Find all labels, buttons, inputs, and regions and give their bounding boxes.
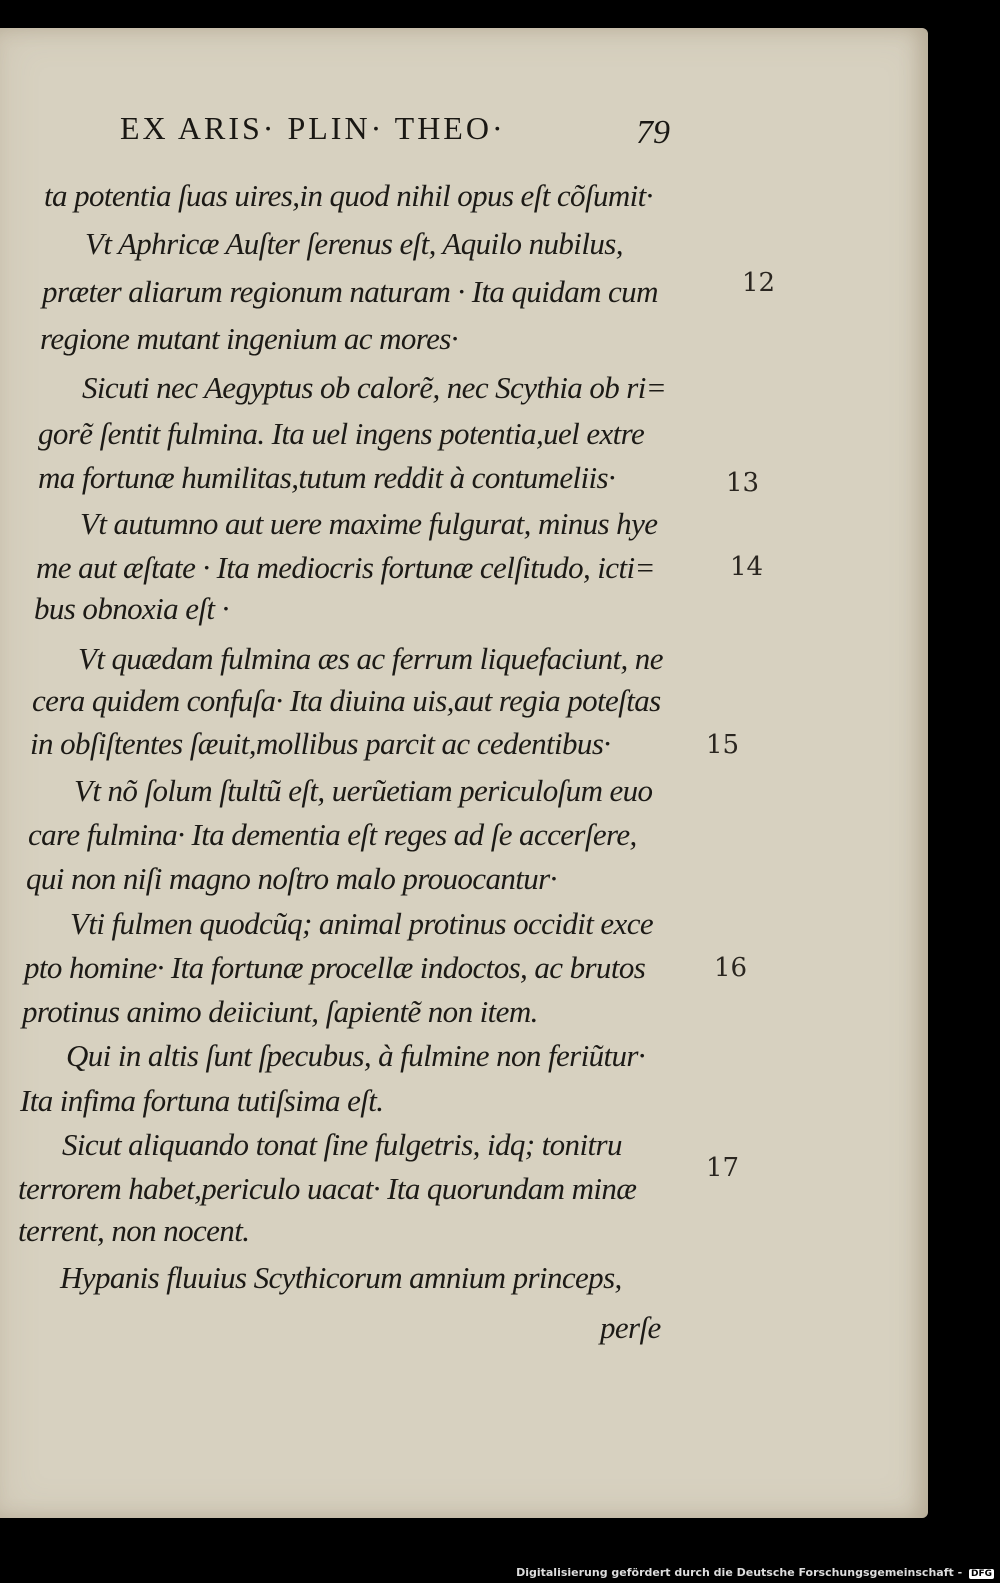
text-line: cera quidem confuſa· Ita diuina uis,aut regia poteſtas xyxy=(32,683,661,718)
credit-text: Digitalisierung gefördert durch die Deutsche Forschungsgemeinschaft - xyxy=(516,1566,963,1579)
text-line: care fulmina· Ita dementia eſt reges ad ſe accerſere, xyxy=(28,817,637,852)
margin-note: 16 xyxy=(714,953,748,983)
text-line: gorẽ ſentit fulmina. Ita uel ingens potentia,uel extre xyxy=(38,416,645,451)
text-line: terrent, non nocent. xyxy=(18,1213,250,1248)
text-line: Ita infima fortuna tutiſsima eſt. xyxy=(20,1083,384,1118)
text-line: Vt nõ ſolum ſtultũ eſt, uerũetiam periculoſum euo xyxy=(74,773,653,808)
catchword: perſe xyxy=(600,1310,661,1345)
text-line: Vt autumno aut uere maxime fulgurat, minus hye xyxy=(80,506,658,541)
text-line: Vt Aphricæ Auſter ſerenus eſt, Aquilo nubilus, xyxy=(85,226,623,261)
book-page xyxy=(0,28,928,1518)
margin-note: 14 xyxy=(730,552,764,582)
text-line: qui non niſi magno noſtro malo prouocantur· xyxy=(26,861,557,896)
margin-note: 15 xyxy=(706,730,740,760)
digitization-credit xyxy=(516,1566,994,1579)
margin-note: 12 xyxy=(742,268,776,298)
text-line: ma fortunæ humilitas,tutum reddit à contumeliis· xyxy=(38,460,616,495)
text-line: in obſiſtentes ſæuit,mollibus parcit ac cedentibus· xyxy=(30,726,611,761)
text-line: ta potentia ſuas uires,in quod nihil opus eſt cõſumit· xyxy=(44,178,653,213)
text-line: regione mutant ingenium ac mores· xyxy=(40,321,458,356)
folio-number: 79 xyxy=(636,114,670,151)
text-line: terrorem habet,periculo uacat· Ita quorundam minæ xyxy=(18,1171,637,1206)
text-line: protinus animo deiiciunt, ſapientẽ non item. xyxy=(22,994,538,1029)
running-title: EX ARIS· PLIN· THEO· xyxy=(120,110,506,146)
body-text xyxy=(0,28,928,1518)
text-line: pto homine· Ita fortunæ procellæ indoctos, ac brutos xyxy=(24,950,646,985)
text-line: Hypanis fluuius Scythicorum amnium princeps, xyxy=(60,1260,622,1295)
text-line: Sicut aliquando tonat ſine fulgetris, idq; tonitru xyxy=(62,1127,622,1162)
dfg-badge: DFG xyxy=(970,1569,992,1579)
text-line: Vti fulmen quodcũq; animal protinus occidit exce xyxy=(70,906,654,941)
text-line: Vt quædam fulmina æs ac ferrum liquefaciunt, ne xyxy=(78,641,663,676)
text-line: bus obnoxia eſt · xyxy=(34,591,229,626)
text-line: præter aliarum regionum naturam · Ita quidam cum xyxy=(42,274,658,309)
margin-note: 13 xyxy=(726,468,760,498)
text-line: Qui in altis ſunt ſpecubus, à fulmine non feriũtur· xyxy=(66,1038,646,1073)
text-line: me aut æſtate · Ita mediocris fortunæ celſitudo, icti= xyxy=(36,550,655,585)
text-line: Sicuti nec Aegyptus ob calorẽ, nec Scythia ob ri= xyxy=(82,370,667,405)
margin-note: 17 xyxy=(706,1153,740,1183)
